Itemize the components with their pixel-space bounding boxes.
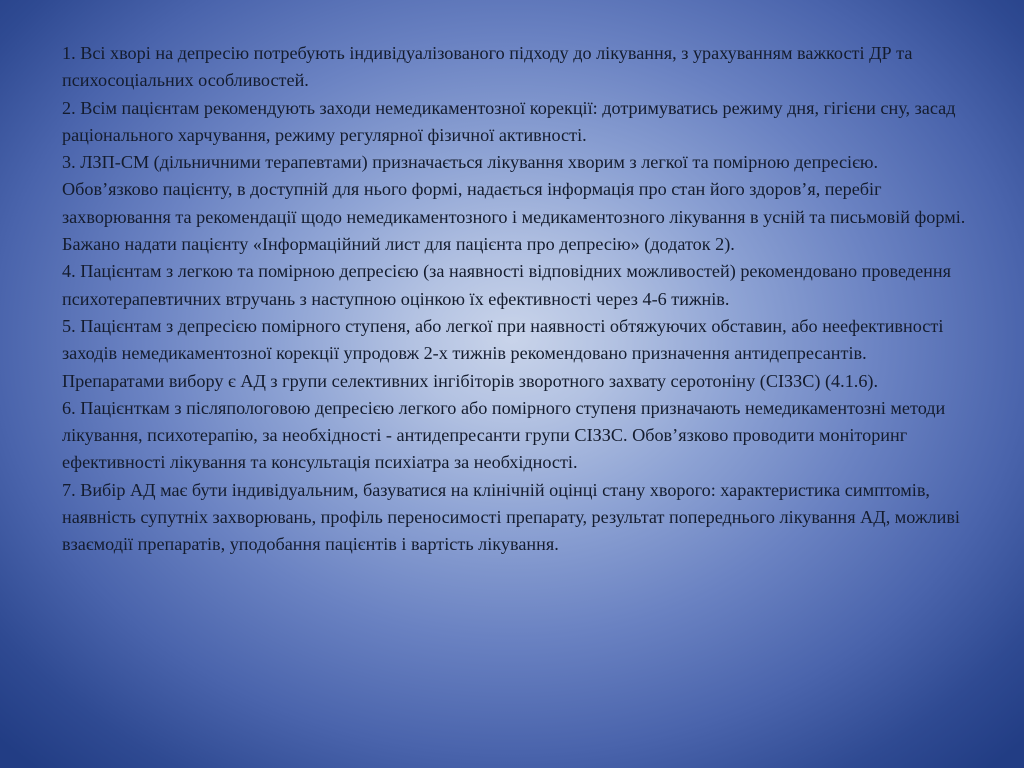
slide-body-text — [62, 40, 967, 559]
list-item-1: 1. Всі хворі на депресію потребують індивідуалізованого підходу до лікування, з урахуванням важкості ДР та психосоціальних особливостей. — [62, 43, 913, 91]
list-item-7: 7. Вибір АД має бути індивідуальним, базуватися на клінічній оцінці стану хворого: характеристика симптомів, наявність супутніх захворювань, профіль переносимості препарату, результат попереднього лікування АД, можливі взаємодії препаратів, уподобання пацієнтів і вартість лікування. — [62, 479, 960, 555]
list-item-5: 5. Пацієнтам з депресією помірного ступеня, або легкої при наявності обтяжуючих обставин, або неефективності заходів немедикаментозної корекції упродовж 2-х тижнів рекомендовано призначення антидепресантів. Препаратами вибору є АД з групи селективних інгібіторів зворотного захвату серотоніну (СІЗЗС) (4.1.6). — [62, 315, 944, 391]
list-item-4: 4. Пацієнтам з легкою та помірною депресією (за наявності відповідних можливостей) рекомендовано проведення психотерапевтичних втручань з наступною оцінкою їх ефективності через 4-6 тижнів. — [62, 261, 952, 309]
list-item-2: 2. Всім пацієнтам рекомендують заходи немедикаментозної корекції: дотримуватись режиму дня, гігієни сну, засад раціонального харчування, режиму регулярної фізичної активності. — [62, 97, 956, 145]
list-item-3: 3. ЛЗП-СМ (дільничними терапевтами) призначається лікування хворим з легкої та помірною депресією. Обов’язково пацієнту, в доступній для нього формі, надається інформація про стан його здоров’я, перебіг захворювання та рекомендації щодо немедикаментозного і медикаментозного лікування в усній та письмовій формі. Бажано надати пацієнту «Інформаційний лист для пацієнта про депресію» (додаток 2). — [62, 152, 966, 255]
list-item-6: 6. Пацієнткам з післяпологовою депресією легкого або помірного ступеня призначають немедикаментозні методи лікування, психотерапію, за необхідності - антидепресанти групи СІЗЗС. Обов’язково проводити моніторинг ефективності лікування та консультація психіатра за необхідності. — [62, 397, 946, 473]
